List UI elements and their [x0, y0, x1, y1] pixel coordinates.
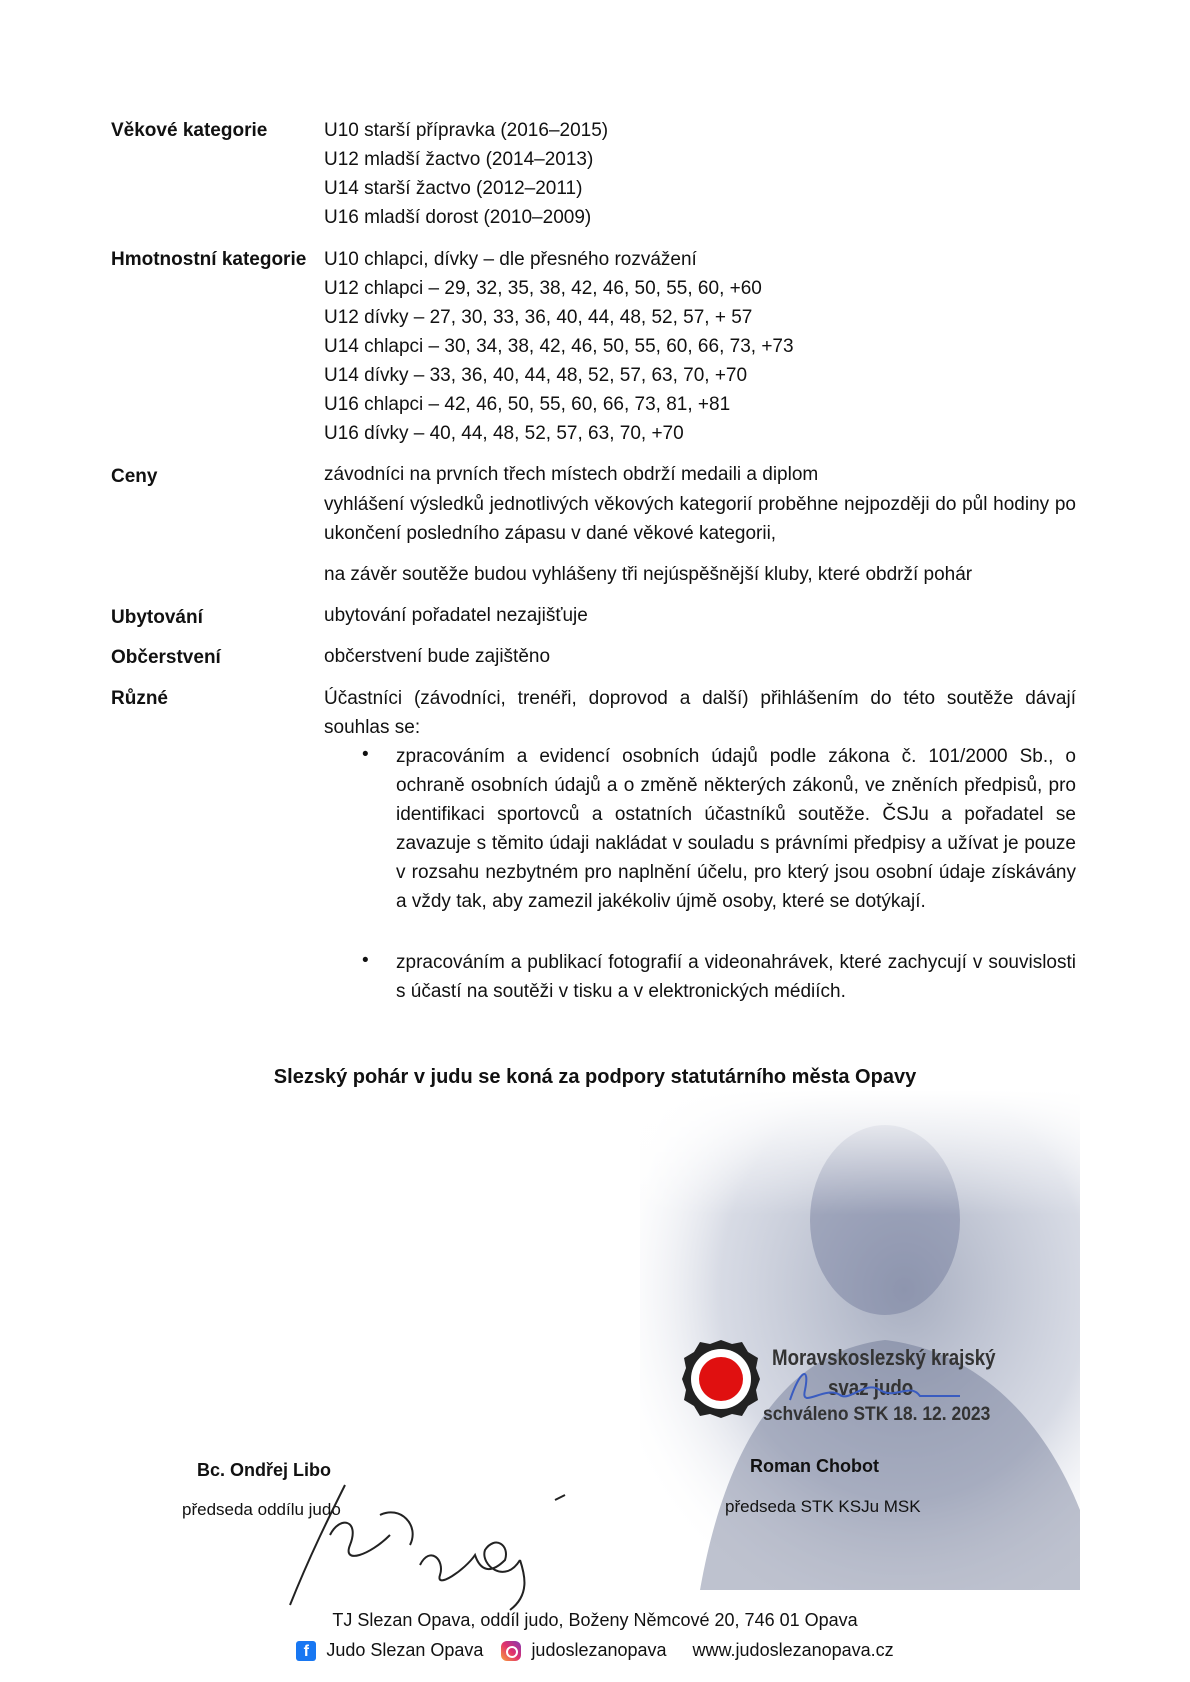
support-statement: Slezský pohár v judu se koná za podpory statutárního města Opavy [273, 1066, 917, 1088]
vek-line-2: U12 mladší žactvo (2014–2013) [324, 149, 594, 170]
label-ubytovani: Ubytování [111, 607, 203, 628]
hm-line-7: U16 dívky – 40, 44, 48, 52, 57, 63, 70, +70 [324, 423, 684, 444]
instagram-icon[interactable] [501, 1641, 521, 1661]
signature-left-name: Bc. Ondřej Libo [197, 1460, 332, 1480]
obcerstveni-text: občerstvení bude zajištěno [324, 646, 551, 667]
footer-web[interactable]: www.judoslezanopava.cz [692, 1640, 894, 1660]
bullet-dot-2: • [362, 950, 369, 971]
ceny-line-2: na závěr soutěže budou vyhlášeny tři nejúspěšnější kluby, které obdrží pohár [324, 564, 973, 585]
label-hmotnostni: Hmotnostní kategorie [111, 249, 307, 270]
ubytovani-text: ubytování pořadatel nezajišťuje [324, 605, 588, 626]
stamp-line-3: schváleno STK 18. 12. 2023 [763, 1404, 991, 1425]
vek-line-1: U10 starší přípravka (2016–2015) [324, 120, 609, 141]
ruzne-intro: Účastníci (závodníci, trenéři, doprovod a další) přihlášením do této soutěže dávají souhlas se: [324, 688, 1076, 738]
hm-line-2: U12 chlapci – 29, 32, 35, 38, 42, 46, 50, 55, 60, +60 [324, 278, 762, 299]
footer-instagram[interactable]: judoslezanopava [531, 1640, 667, 1660]
ruzne-bullet-2: zpracováním a publikací fotografií a videonahrávek, které zachycují v souvislosti s účastí na soutěži v tisku a v elektronických médiích. [396, 952, 1076, 1002]
stamp-line-1: Moravskoslezský krajský [772, 1345, 996, 1370]
label-ceny: Ceny [111, 466, 158, 487]
ruzne-bullet-1: zpracováním a evidencí osobních údajů podle zákona č. 101/2000 Sb., o ochraně osobních údajů a o změně některých zákonů, ve zněních předpisů, pro identifikaci sportovců a ostatních účastníků soutěže. ČSJu a pořadatel se zavazuje s těmito údaji nakládat v souladu s právními předpisy a užívat je pouze v rozsahu nezbytném pro naplnění účelu, pro který jsou osobní údaje získávány a vždy tak, aby zamezil jakékoliv újmě osoby, které se dotýkají. [396, 746, 1076, 912]
footer-facebook[interactable]: Judo Slezan Opava [326, 1640, 484, 1660]
footer-address: TJ Slezan Opava, oddíl judo, Boženy Němcové 20, 746 01 Opava [332, 1610, 858, 1630]
stamp-line-2: svaz judo [828, 1375, 914, 1400]
hm-line-5: U14 dívky – 33, 36, 40, 44, 48, 52, 57, 63, 70, +70 [324, 365, 748, 386]
vek-line-3: U14 starší žactvo (2012–2011) [324, 178, 583, 199]
signature-right-name: Roman Chobot [750, 1456, 879, 1476]
signature-right-role: předseda STK KSJu MSK [725, 1497, 921, 1516]
ceny-paragraph: vyhlášení výsledků jednotlivých věkových kategorií proběhne nejpozději do půl hodiny po ukončení posledního zápasu v dané věkové kategorii, [324, 494, 1076, 544]
hm-line-3: U12 dívky – 27, 30, 33, 36, 40, 44, 48, 52, 57, + 57 [324, 307, 753, 328]
signature-left-role: předseda oddílu judo [182, 1500, 341, 1519]
label-obcerstveni: Občerstvení [111, 647, 221, 668]
ceny-line-1: závodníci na prvních třech místech obdrží medaili a diplom [324, 464, 819, 485]
hm-line-1: U10 chlapci, dívky – dle přesného rozvážení [324, 249, 697, 270]
footer-social-row [0, 1640, 1190, 1661]
facebook-icon[interactable]: f [296, 1641, 316, 1661]
label-vekove: Věkové kategorie [111, 120, 268, 141]
judo-stamp-logo [680, 1338, 762, 1420]
bullet-dot-1: • [362, 744, 369, 765]
handwritten-signature [270, 1475, 570, 1615]
stamp-signature [770, 1360, 970, 1420]
hm-line-4: U14 chlapci – 30, 34, 38, 42, 46, 50, 55, 60, 66, 73, +73 [324, 336, 794, 357]
hm-line-6: U16 chlapci – 42, 46, 50, 55, 60, 66, 73, 81, +81 [324, 394, 731, 415]
vek-line-4: U16 mladší dorost (2010–2009) [324, 207, 592, 228]
label-ruzne: Různé [111, 688, 168, 709]
